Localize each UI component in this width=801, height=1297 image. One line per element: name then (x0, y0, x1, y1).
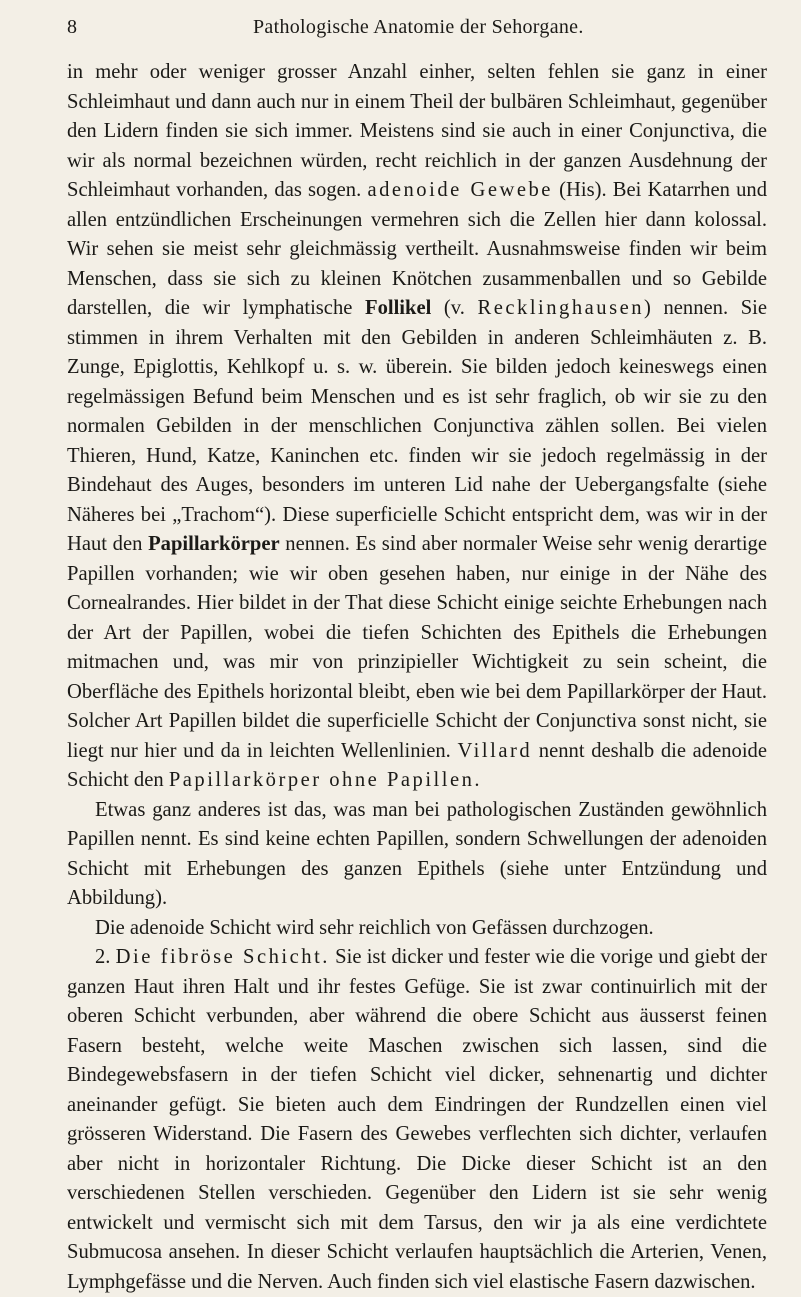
text: (v. (431, 297, 478, 319)
running-title: Pathologische Anatomie der Sehorgane. (253, 16, 584, 38)
author-recklinghausen: Recklinghausen (477, 297, 645, 319)
paragraph-2: Etwas ganz anderes ist das, was man bei pathologischen Zuständen gewöhnlich Papillen nennt. Es sind keine echten Papillen, sondern Schwellungen der adenoiden Schicht mit Erhebungen des ganzen Epithels (siehe unter Entzündung und Abbildung). (67, 798, 767, 909)
text: Sie ist dicker und fester wie die vorige und giebt der ganzen Haut ihren Halt und ihr festes Gefüge. Sie ist zwar continuirlich mit der oberen Schicht verbunden, aber während die obere Schicht aus äusserst feinen Fasern besteht, welche weite Maschen zwischen sich lassen, sind die Bindegewebsfasern in der tiefen Schicht viel dicker, sehnenartig und dichter aneinander gefügt. Sie bieten auch dem Eindringen der Rundzellen einen viel grösseren Widerstand. Die Fasern des Gewebes verflechten sich dichter, verlaufen aber nicht in horizontaler Richtung. Die Dicke dieser Schicht ist an den verschiedenen Stellen verschieden. Gegenüber den Lidern ist sie sehr wenig entwickelt und vermischt sich mit dem Tarsus, den wir ja als eine verdichtete Submucosa ansehen. In dieser Schicht verlaufen hauptsächlich die Arterien, Venen, Lymphgefässe und die Nerven. Auch finden sich viel elastische Fasern dazwischen. (67, 946, 768, 1293)
term-papillarkoerper: Papillarkörper (148, 533, 280, 555)
text: nennen. Es sind aber normaler Weise sehr wenig derartige Papillen vorhanden; wie wir oben gesehen haben, nur einige in der Nähe des Cornealrandes. Hier bildet in der That diese Schicht einige seichte Erhebungen nach der Art der Papillen, wobei die tiefen Schichten des Epithels die Erhebungen mitmachen und, was mir von prinzipieller Wichtigkeit zu sein scheint, die Oberfläche des Epithels horizontal bleibt, eben wie bei dem Papillarkörper der Haut. Solcher Art Papillen bildet die superficielle Schicht der Conjunctiva sonst nicht, sie liegt nur hier und da in leichten Wellenlinien. (67, 533, 767, 762)
paragraph-3: Die adenoide Schicht wird sehr reichlich von Gefässen durchzogen. (95, 916, 654, 939)
text: in mehr oder weniger grosser Anzahl einher, selten fehlen sie ganz in einer Schleimhaut und dann auch nur in einem Theil der bulbären Schleimhaut, gegenüber den Lidern finden sie sich immer. Meistens sind sie auch in einer Conjunctiva, die wir als normal bezeichnen würden, recht reichlich in der ganzen Ausdehnung der Schleimhaut vorhanden, das sogen. (67, 61, 767, 201)
text: 2. (95, 946, 116, 968)
term-follikel: Follikel (364, 297, 432, 319)
page-header (67, 12, 767, 42)
paragraph-4 (67, 943, 767, 1297)
term-adenoide-gewebe: adenoide Gewebe (367, 179, 553, 201)
paragraph-1 (67, 58, 767, 796)
text: (His). Bei Katarrhen und allen entzündlichen Erscheinungen vermehren sich die Zellen hier dann kolossal. Wir sehen sie meist sehr gleichmässig vertheilt. Ausnahmsweise finden wir beim Menschen, dass sie sich zu kleinen Knötchen zusammenballen und so Gebilde darstellen, die wir lymphatische (67, 179, 767, 319)
text: nennt deshalb die adenoide Schicht den (67, 739, 767, 791)
main-text (67, 58, 767, 1297)
term-papillarkoerper-ohne-papillen: Papillarkörper ohne Papillen. (168, 769, 483, 791)
section-heading-fibroese-schicht: Die fibröse Schicht. (115, 946, 330, 968)
author-villard: Villard (457, 739, 533, 762)
text: ) nennen. Sie stimmen in ihrem Verhalten mit den Gebilden in anderen Schleimhäuten z. B. Zunge, Epiglottis, Kehlkopf u. s. w. überein. Sie bilden jedoch keineswegs einen regelmässigen Befund beim Menschen und es ist sehr fraglich, ob wir sie zu den normalen Gebilden in der menschlichen Conjunctiva zählen sollen. Bei vielen Thieren, Hund, Katze, Kaninchen etc. finden wir sie jedoch regelmässig in der Bindehaut des Auges, besonders im unteren Lid nahe der Uebergangsfalte (siehe Näheres bei „Trachom“). Diese superficielle Schicht entspricht dem, was wir in der Haut den (67, 297, 768, 555)
page-number: 8 (67, 16, 77, 38)
